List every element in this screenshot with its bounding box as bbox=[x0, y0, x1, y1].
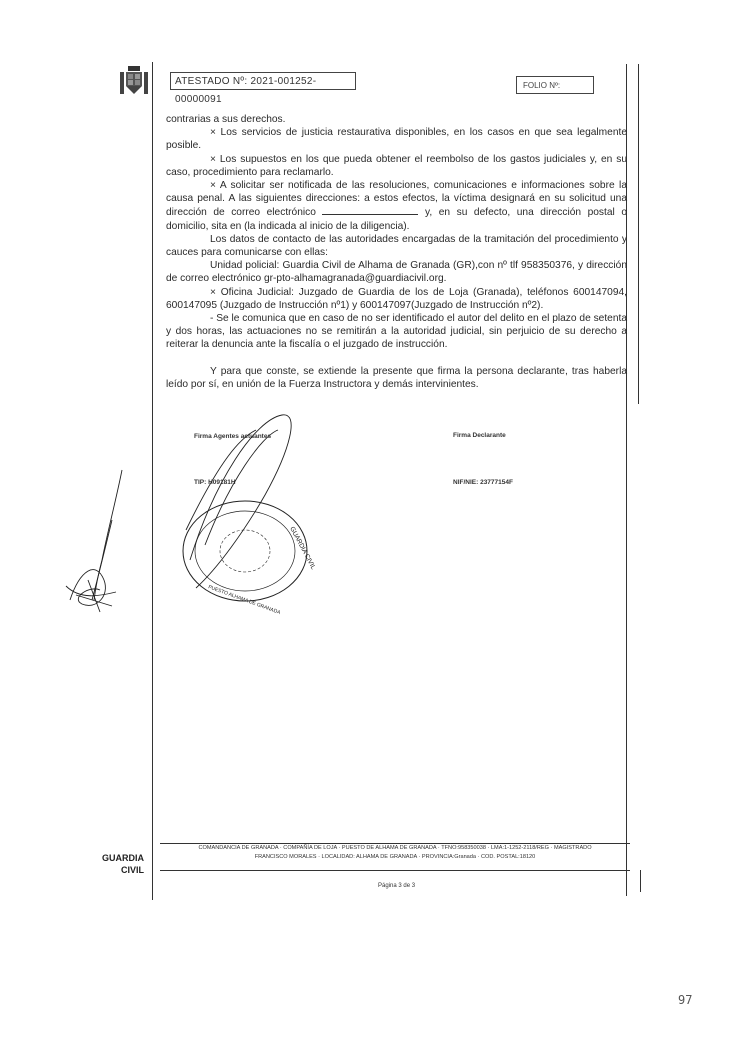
notificada-text-a: × A solicitar ser notificada de las resoluciones, comunicaciones e informaciones sobre la causa penal. A las siguientes direcciones: a estos efectos, la víctima designará en su solicitud una dirección de correo electrónico bbox=[166, 180, 627, 219]
agent-tip: TIP: H09181H bbox=[194, 479, 236, 486]
paragraph-oficina-judicial: × Oficina Judicial: Juzgado de Guardia de los de Loja (Granada), teléfonos 600147094, 600147095 (Juzgado de Instrucción nº1) y 600147097(Juzgado de Instrucción nº2). bbox=[166, 286, 627, 311]
declarante-nif: NIF/NIE: 23777154F bbox=[453, 479, 513, 486]
paragraph-unidad-policial: Unidad policial: Guardia Civil de Alhama de Granada (GR),con nº tlf 958350376, y dirección de correo electrónico gr-pto-alhamagranada@guardiacivil.org. bbox=[166, 260, 627, 285]
paragraph-justicia: × Los servicios de justicia restaurativa disponibles, en los casos en que sea legalmente posible. bbox=[166, 127, 627, 152]
logo-line-1: GUARDIA bbox=[102, 853, 144, 863]
page-number: Página 3 de 3 bbox=[378, 883, 416, 889]
paragraph-contrarias: contrarias a sus derechos. bbox=[166, 114, 286, 125]
paragraph-plazo: - Se le comunica que en caso de no ser identificado el autor del delito en el plazo de setenta y dos horas, las actuaciones no se remitirán a la autoridad judicial, sin perjuicio de su derecho a reiterar la denuncia ante la fiscalía o el juzgado de instrucción. bbox=[166, 313, 627, 351]
paragraph-cierre: Y para que conste, se extiende la presente que firma la persona declarante, tras haberla leído por sí, en unión de la Fuerza Instructora y demás intervinientes. bbox=[166, 365, 627, 390]
notificada-text-b: y, en su defecto, una dirección postal o domicilio, sita en (la indicada al inicio de la diligencia). bbox=[166, 207, 627, 232]
agentes-signature-label: Firma Agentes actuantes bbox=[194, 433, 272, 440]
paragraph-reembolso: × Los supuestos en los que pueda obtener el reembolso de los gastos judiciales y, en su caso, procedimiento para reclamarlo. bbox=[166, 153, 627, 178]
stamp-text-puesto: PUESTO ALHAMA DE GRANADA bbox=[207, 584, 282, 616]
stamp-text-guardia: GUARDIA CIVIL bbox=[288, 525, 317, 571]
footer-address-line-1: COMANDANCIA DE GRANADA · COMPAÑÍA DE LOJA · PUESTO DE ALHAMA DE GRANADA · TFNO:958350038 · LMA:1-1252-2118/REG · MAGISTRADO bbox=[198, 845, 592, 851]
folio-number: FOLIO Nº: bbox=[516, 76, 594, 94]
atestado-number: ATESTADO Nº: 2021-001252-00000091 bbox=[170, 72, 356, 90]
declarante-signature-label: Firma Declarante bbox=[453, 432, 506, 439]
paragraph-contacto: Los datos de contacto de las autoridades encargadas de la tramitación del procedimiento y cauces para comunicarse con ellas: bbox=[166, 233, 627, 259]
guardia-civil-logo bbox=[92, 852, 144, 876]
scan-page-number: 97 bbox=[678, 993, 693, 1007]
agent-signature bbox=[66, 470, 122, 612]
official-stamp bbox=[183, 501, 307, 601]
footer-address bbox=[160, 843, 630, 871]
logo-line-2: CIVIL bbox=[120, 865, 144, 875]
footer-address-line-2: FRANCISCO MORALES · LOCALIDAD: ALHAMA DE GRANADA · PROVINCIA:Granada · COD. POSTAL:18120 bbox=[254, 854, 536, 860]
